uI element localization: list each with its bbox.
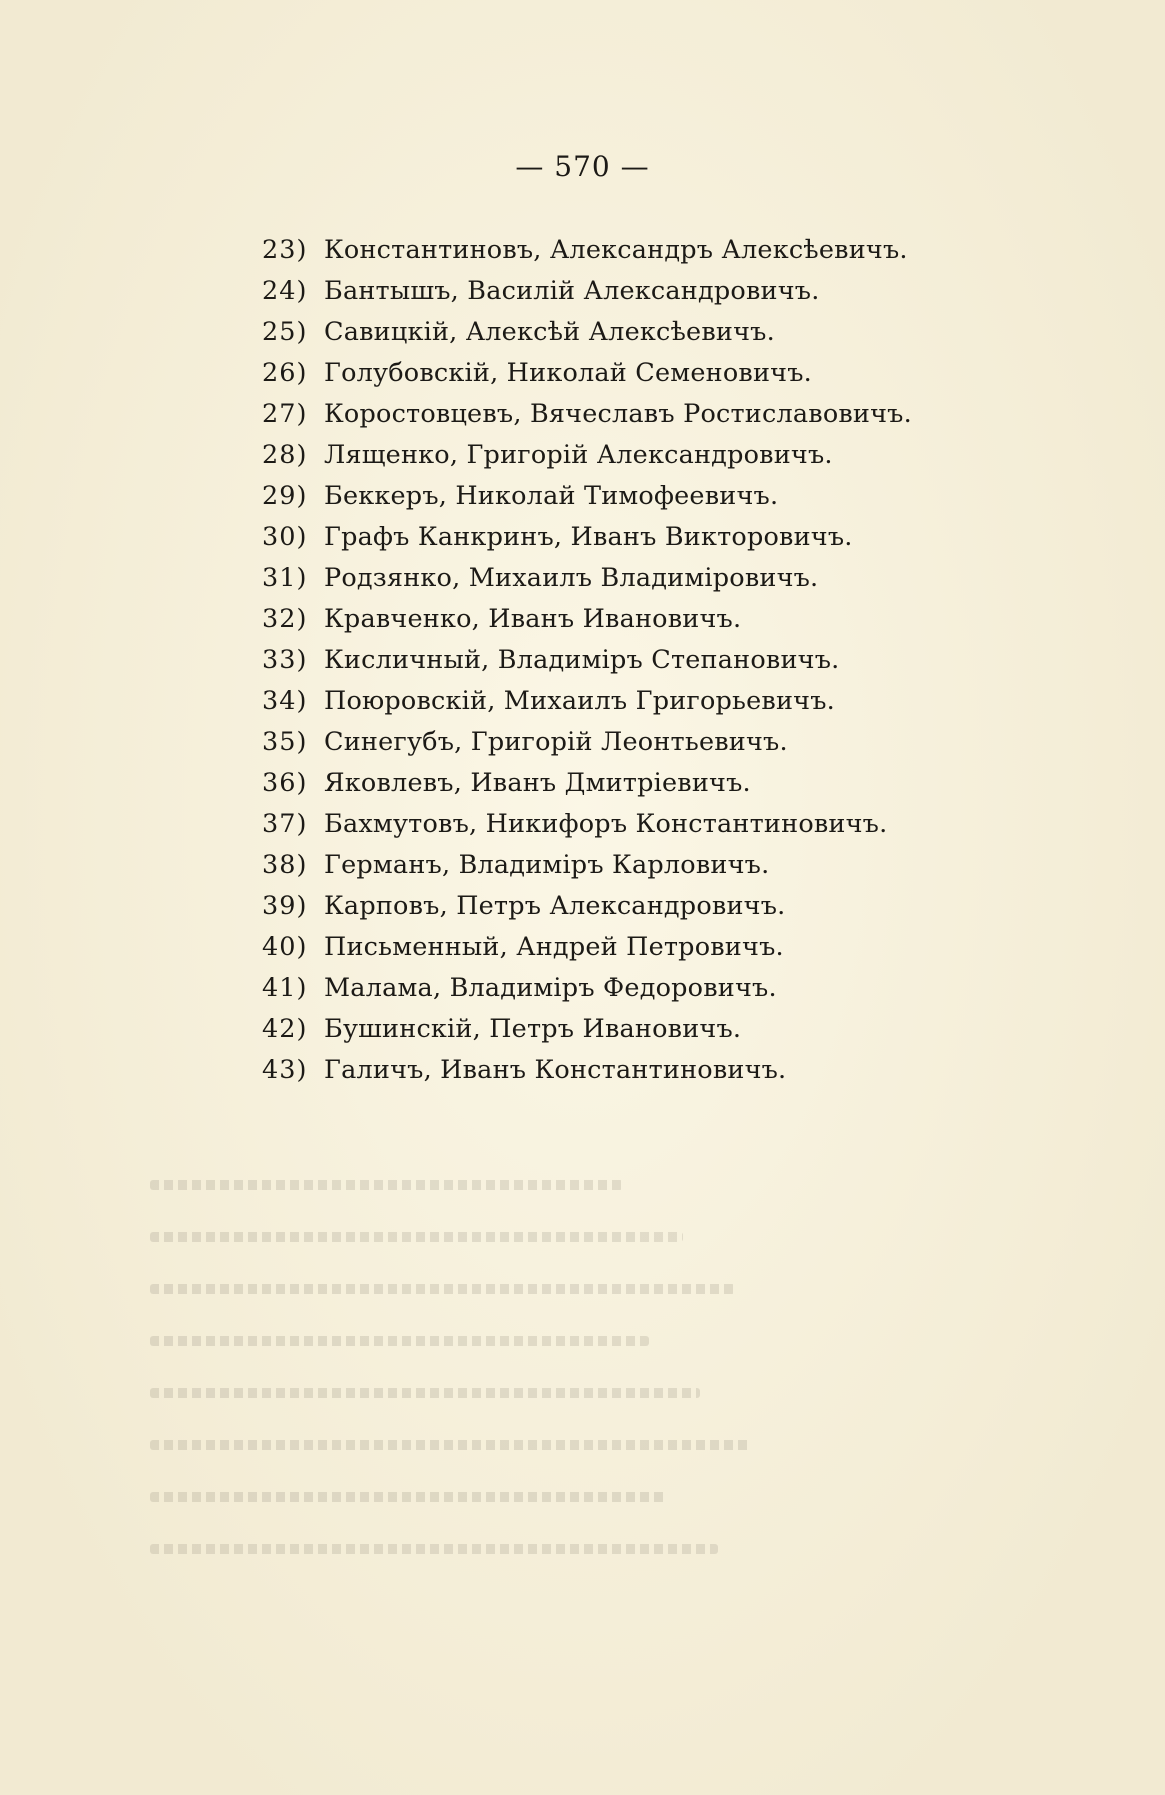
- entry-number: 23): [262, 235, 308, 265]
- entry-number: 39): [262, 891, 308, 921]
- entry-number: 38): [262, 850, 308, 880]
- entry-number: 36): [262, 768, 308, 798]
- entry-name: Бантышъ, Василій Александровичъ.: [324, 276, 820, 306]
- list-item: [262, 312, 1022, 353]
- entry-name: Галичъ, Иванъ Константиновичъ.: [324, 1055, 787, 1085]
- entry-name: Голубовскій, Николай Семеновичъ.: [324, 358, 812, 388]
- entry-number: 37): [262, 809, 308, 839]
- list-item: [262, 517, 1022, 558]
- name-list: [262, 230, 1022, 1091]
- entry-number: 42): [262, 1014, 308, 1044]
- entry-name: Карповъ, Петръ Александровичъ.: [324, 891, 786, 921]
- list-item: [262, 476, 1022, 517]
- entry-name: Яковлевъ, Иванъ Дмитріевичъ.: [324, 768, 751, 798]
- list-item: [262, 927, 1022, 968]
- entry-number: 41): [262, 973, 308, 1003]
- entry-number: 33): [262, 645, 308, 675]
- entry-name: Константиновъ, Александръ Алексѣевичъ.: [324, 235, 908, 265]
- entry-name: Поюровскій, Михаилъ Григорьевичъ.: [324, 686, 835, 716]
- entry-name: Лященко, Григорій Александровичъ.: [324, 440, 833, 470]
- entry-name: Родзянко, Михаилъ Владиміровичъ.: [324, 563, 819, 593]
- entry-name: Бушинскій, Петръ Ивановичъ.: [324, 1014, 742, 1044]
- entry-name: Графъ Канкринъ, Иванъ Викторовичъ.: [324, 522, 853, 552]
- entry-number: 30): [262, 522, 308, 552]
- list-item: [262, 394, 1022, 435]
- list-item: [262, 271, 1022, 312]
- list-item: [262, 722, 1022, 763]
- entry-number: 35): [262, 727, 308, 757]
- bleed-through-decoration: [150, 1180, 1010, 1630]
- entry-name: Малама, Владиміръ Федоровичъ.: [324, 973, 777, 1003]
- list-item: [262, 845, 1022, 886]
- list-item: [262, 599, 1022, 640]
- list-item: [262, 763, 1022, 804]
- entry-number: 31): [262, 563, 308, 593]
- entry-number: 25): [262, 317, 308, 347]
- entry-number: 34): [262, 686, 308, 716]
- list-item: [262, 640, 1022, 681]
- list-item: [262, 353, 1022, 394]
- entry-number: 26): [262, 358, 308, 388]
- list-item: [262, 886, 1022, 927]
- list-item: [262, 1050, 1022, 1091]
- entry-name: Савицкій, Алексѣй Алексѣевичъ.: [324, 317, 775, 347]
- list-item: [262, 435, 1022, 476]
- entry-name: Германъ, Владиміръ Карловичъ.: [324, 850, 770, 880]
- entry-name: Коростовцевъ, Вячеславъ Ростиславовичъ.: [324, 399, 912, 429]
- list-item: [262, 1009, 1022, 1050]
- page-number: — 570 —: [515, 150, 650, 183]
- list-item: [262, 804, 1022, 845]
- list-item: [262, 681, 1022, 722]
- list-item: [262, 968, 1022, 1009]
- entry-name: Кравченко, Иванъ Ивановичъ.: [324, 604, 742, 634]
- list-item: [262, 558, 1022, 599]
- entry-name: Бахмутовъ, Никифоръ Константиновичъ.: [324, 809, 888, 839]
- entry-name: Письменный, Андрей Петровичъ.: [324, 932, 784, 962]
- entry-number: 32): [262, 604, 308, 634]
- entry-number: 27): [262, 399, 308, 429]
- entry-number: 29): [262, 481, 308, 511]
- entry-number: 43): [262, 1055, 308, 1085]
- entry-name: Синегубъ, Григорій Леонтьевичъ.: [324, 727, 788, 757]
- entry-number: 40): [262, 932, 308, 962]
- entry-number: 28): [262, 440, 308, 470]
- entry-number: 24): [262, 276, 308, 306]
- list-item: [262, 230, 1022, 271]
- entry-name: Беккеръ, Николай Тимофеевичъ.: [324, 481, 779, 511]
- entry-name: Кисличный, Владиміръ Степановичъ.: [324, 645, 840, 675]
